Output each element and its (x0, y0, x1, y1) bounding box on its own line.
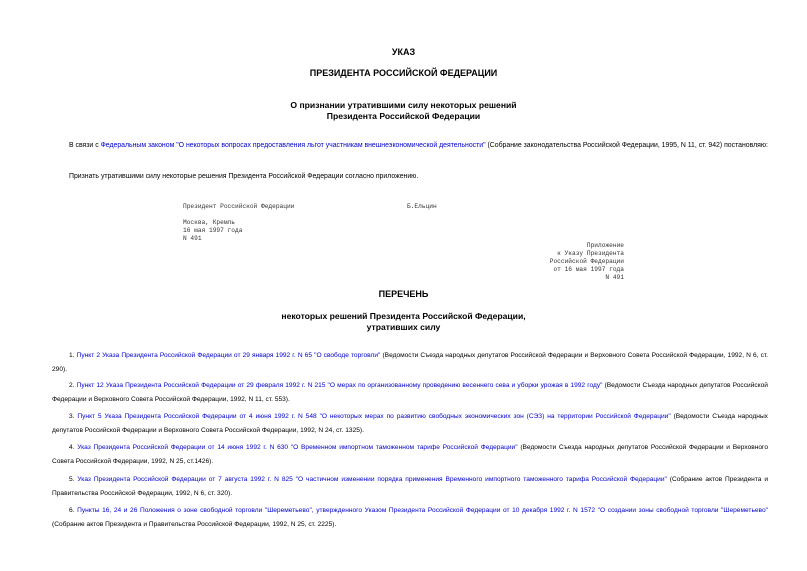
item-number: 5. (69, 476, 78, 483)
document-subtitle-line1: О признании утратившими силу некоторых решений (290, 100, 517, 110)
item-citation: (Ведомости Съезда народных депутатов Российской Федерации и Верховного Совета Российской Федерации, 1992, N 25, ст.1426). (52, 444, 768, 465)
list-subtitle-line1: некоторых решений Президента Российской Федерации, (281, 311, 526, 321)
item-number: 3. (69, 413, 78, 420)
item-link[interactable]: Пункт 5 Указа Президента Российской Федерации от 4 июня 1992 г. N 548 "О некоторых мерах по развитию свободных экономических зон (СЭЗ) на территории Российской Федерации" (77, 413, 671, 420)
item-number: 6. (69, 507, 78, 514)
item-citation: (Ведомости Съезда народных депутатов Российской Федерации и Верховного Совета Российской Федерации, 1992, N 6, ст. 290). (52, 352, 768, 373)
item-number: 2. (69, 382, 77, 389)
preamble-pre: В связи с (69, 142, 101, 149)
signature-date: 16 мая 1997 года (183, 227, 243, 234)
item-link[interactable]: Указ Президента Российской Федерации от 14 июня 1992 г. N 630 "О Временном импортном таможенном тарифе Российской Федерации" (77, 444, 518, 451)
item-link[interactable]: Пункты 16, 24 и 26 Положения о зоне свободной торговли "Шереметьево", утвержденного Указом Президента Российской Федерации от 10 декабря 1992 г. N 1572 "О создании зоны свободной торговли "Шереметьево" (77, 507, 768, 514)
list-title: ПЕРЕЧЕНЬ (378, 289, 429, 299)
signature-position: Президент Российской Федерации (183, 203, 295, 210)
appendix-country: Российской Федерации (549, 258, 624, 265)
list-subtitle-line2: утративших силу (366, 322, 441, 332)
federal-law-link[interactable]: Федеральным законом "О некоторых вопросах предоставления льгот участникам внешнеэкономической деятельности" (100, 142, 486, 149)
item-number: 1. (69, 352, 77, 359)
signature-name: Б.Ельцин (407, 203, 437, 210)
appendix-label: Приложение (586, 242, 624, 249)
list-item (52, 349, 768, 376)
signature-place: Москва, Кремль (183, 219, 235, 226)
appendix-date: от 16 мая 1997 года (553, 266, 624, 273)
preamble-paragraph (52, 140, 768, 152)
item-number: 4. (69, 444, 78, 451)
item-link[interactable]: Пункт 12 Указа Президента Российской Федерации от 29 февраля 1992 г. N 215 "О мерах по организованному проведению весеннего сева и уборки урожая в 1992 году" (76, 382, 603, 389)
document-subtitle-line2: Президента Российской Федерации (326, 111, 481, 121)
appendix-ref: к Указу Президента (557, 250, 624, 257)
item-link[interactable]: Указ Президента Российской Федерации от 7 августа 1992 г. N 825 "О частичном изменении порядка применения Временного импортного таможенного тарифа Российской Федерации" (77, 476, 667, 483)
preamble-post: (Собрание законодательства Российской Федерации, 1995, N 11, ст. 942) постановляю: (485, 142, 768, 149)
document-issuer: ПРЕЗИДЕНТА РОССИЙСКОЙ ФЕДЕРАЦИИ (309, 68, 498, 78)
item-citation: (Ведомости Съезда народных депутатов Российской Федерации и Верховного Совета Российской Федерации, 1992, N 24, ст. 1325). (52, 413, 768, 434)
list-item (52, 410, 768, 437)
item-citation: (Собрание актов Президента и Правительства Российской Федерации, 1992, N 25, ст. 2225). (52, 520, 337, 528)
item-link[interactable]: Пункт 2 Указа Президента Российской Федерации от 29 января 1992 г. N 65 "О свободе торговли" (76, 352, 381, 359)
appendix-number: N 491 (605, 274, 624, 281)
item-citation: (Ведомости Съезда народных депутатов Российской Федерации и Верховного Совета Российской Федерации, 1992, N 11, ст. 553). (52, 382, 768, 403)
list-item (52, 504, 768, 531)
list-item (52, 379, 768, 406)
list-item (52, 473, 768, 500)
list-item (52, 441, 768, 468)
document-title: УКАЗ (391, 47, 416, 57)
signature-number: N 491 (183, 235, 202, 242)
item-citation: (Собрание актов Президента и Правительства Российской Федерации, 1992, N 6, ст. 320). (52, 476, 768, 497)
decree-paragraph: Признать утратившими силу некоторые решения Президента Российской Федерации согласно приложению. (69, 173, 419, 180)
